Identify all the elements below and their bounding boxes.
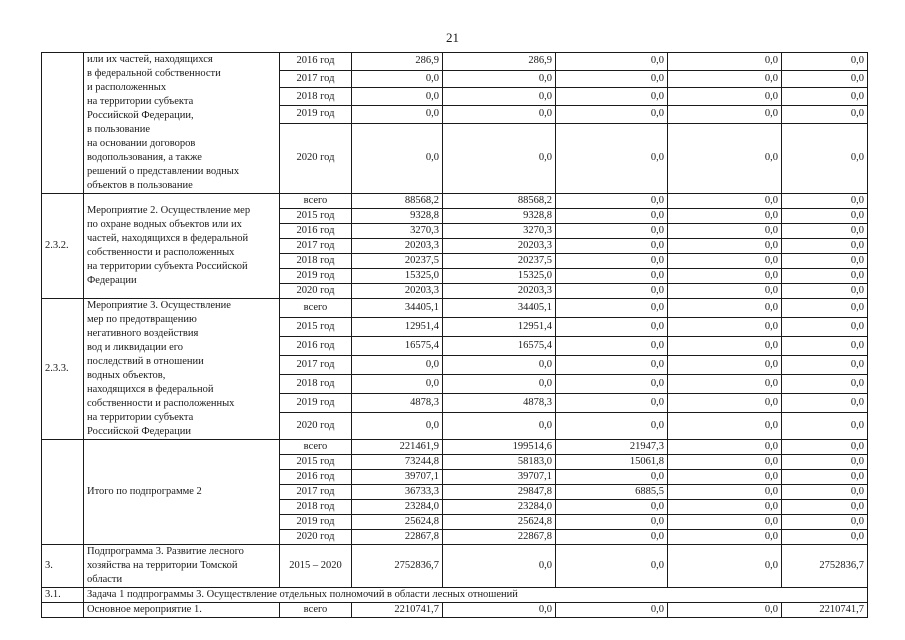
value-cell-2: 0,0 [443,105,556,123]
value-cell-4: 0,0 [668,88,782,106]
value-cell-2: 88568,2 [443,194,556,209]
value-cell-3: 21947,3 [556,440,668,455]
period-cell: 2017 год [280,239,352,254]
period-cell: 2020 год [280,413,352,440]
value-cell-1: 2752836,7 [352,545,443,588]
value-cell-4: 0,0 [668,545,782,588]
table-row [42,603,868,618]
value-cell-2: 199514,6 [443,440,556,455]
value-cell-2: 286,9 [443,53,556,71]
value-cell-3: 0,0 [556,515,668,530]
period-cell: всего [280,299,352,318]
description-line: в пользование [87,124,151,135]
period-cell: 2018 год [280,88,352,106]
row-number [42,440,84,545]
value-cell-3: 6885,5 [556,485,668,500]
value-cell-3: 0,0 [556,500,668,515]
value-cell-5: 0,0 [782,105,868,123]
task-text: Задача 1 подпрограммы 3. Осуществление отдельных полномочий в области лесных отношений [84,588,868,603]
value-cell-5: 0,0 [782,318,868,337]
period-cell: 2017 год [280,70,352,88]
value-cell-2: 0,0 [443,88,556,106]
value-cell-5: 0,0 [782,470,868,485]
value-cell-3: 0,0 [556,70,668,88]
value-cell-5: 0,0 [782,70,868,88]
value-cell-2: 9328,8 [443,209,556,224]
value-cell-3: 0,0 [556,53,668,71]
period-cell: 2020 год [280,530,352,545]
value-cell-5: 0,0 [782,269,868,284]
period-cell: 2015 год [280,455,352,470]
value-cell-4: 0,0 [668,299,782,318]
period-cell: 2015 – 2020 [280,545,352,588]
table-row [42,194,868,209]
value-cell-1: 16575,4 [352,337,443,356]
description-line: Российской Федерации [87,426,191,437]
value-cell-2: 20203,3 [443,239,556,254]
value-cell-3: 0,0 [556,239,668,254]
value-cell-4: 0,0 [668,209,782,224]
description-line: мер по предотвращению [87,314,197,325]
value-cell-1: 15325,0 [352,269,443,284]
period-cell: 2017 год [280,485,352,500]
row-number [42,603,84,618]
table-row [42,53,868,71]
description-line: или их частей, находящихся [87,54,213,65]
table-body [42,53,868,618]
value-cell-5: 0,0 [782,375,868,394]
value-cell-3: 0,0 [556,530,668,545]
description-line: по охране водных объектов или их [87,219,242,230]
value-cell-2: 0,0 [443,603,556,618]
value-cell-1: 4878,3 [352,394,443,413]
description-line: на территории субъекта [87,412,194,423]
period-cell: 2020 год [280,284,352,299]
value-cell-5: 0,0 [782,299,868,318]
value-cell-4: 0,0 [668,318,782,337]
value-cell-2: 0,0 [443,545,556,588]
value-cell-2: 15325,0 [443,269,556,284]
value-cell-1: 20203,3 [352,284,443,299]
period-cell: 2019 год [280,515,352,530]
value-cell-5: 0,0 [782,284,868,299]
value-cell-4: 0,0 [668,194,782,209]
description-line: на территории субъекта [87,96,194,107]
row-number: 2.3.3. [42,299,84,440]
value-cell-3: 0,0 [556,470,668,485]
value-cell-3: 0,0 [556,105,668,123]
period-cell: всего [280,194,352,209]
value-cell-4: 0,0 [668,413,782,440]
value-cell-4: 0,0 [668,337,782,356]
value-cell-1: 22867,8 [352,530,443,545]
value-cell-5: 2210741,7 [782,603,868,618]
value-cell-4: 0,0 [668,515,782,530]
description-line: Мероприятие 3. Осуществление [87,300,231,311]
value-cell-4: 0,0 [668,394,782,413]
value-cell-5: 0,0 [782,239,868,254]
period-cell: 2017 год [280,356,352,375]
value-cell-4: 0,0 [668,224,782,239]
value-cell-1: 9328,8 [352,209,443,224]
description-line: Подпрограмма 3. Развитие лесного [87,546,244,557]
value-cell-3: 0,0 [556,254,668,269]
value-cell-5: 0,0 [782,500,868,515]
period-cell: 2018 год [280,254,352,269]
value-cell-3: 0,0 [556,123,668,194]
value-cell-4: 0,0 [668,105,782,123]
description-line: в федеральной собственности [87,68,221,79]
value-cell-4: 0,0 [668,70,782,88]
value-cell-1: 0,0 [352,105,443,123]
description-line: водных объектов, [87,370,166,381]
value-cell-1: 286,9 [352,53,443,71]
value-cell-4: 0,0 [668,485,782,500]
value-cell-1: 25624,8 [352,515,443,530]
value-cell-1: 0,0 [352,375,443,394]
value-cell-5: 0,0 [782,224,868,239]
value-cell-5: 0,0 [782,413,868,440]
value-cell-2: 22867,8 [443,530,556,545]
budget-table [41,52,868,618]
value-cell-2: 0,0 [443,123,556,194]
value-cell-1: 0,0 [352,413,443,440]
description-line: и расположенных [87,82,167,93]
table-row [42,299,868,318]
task-row [42,588,868,603]
value-cell-4: 0,0 [668,530,782,545]
value-cell-2: 29847,8 [443,485,556,500]
value-cell-5: 0,0 [782,356,868,375]
value-cell-2: 20237,5 [443,254,556,269]
description-line: собственности и расположенных [87,398,235,409]
description-line: на территории субъекта Российской [87,261,248,272]
value-cell-1: 73244,8 [352,455,443,470]
description-line: негативного воздействия [87,328,199,339]
row-description [84,53,280,194]
value-cell-2: 34405,1 [443,299,556,318]
value-cell-2: 0,0 [443,375,556,394]
row-number: 3.1. [42,588,84,603]
value-cell-4: 0,0 [668,375,782,394]
value-cell-4: 0,0 [668,239,782,254]
value-cell-4: 0,0 [668,53,782,71]
description-line: объектов в пользование [87,180,193,191]
period-cell: 2015 год [280,209,352,224]
value-cell-5: 0,0 [782,88,868,106]
value-cell-1: 0,0 [352,356,443,375]
value-cell-5: 0,0 [782,455,868,470]
value-cell-5: 0,0 [782,209,868,224]
row-description [84,299,280,440]
value-cell-3: 0,0 [556,269,668,284]
value-cell-3: 0,0 [556,194,668,209]
value-cell-2: 16575,4 [443,337,556,356]
row-description [84,545,280,588]
table-row [42,440,868,455]
description-line: Мероприятие 2. Осуществление мер [87,205,251,216]
period-cell: 2016 год [280,470,352,485]
value-cell-2: 0,0 [443,413,556,440]
value-cell-4: 0,0 [668,123,782,194]
period-cell: 2018 год [280,500,352,515]
period-cell: 2015 год [280,318,352,337]
period-cell: 2020 год [280,123,352,194]
value-cell-5: 0,0 [782,194,868,209]
value-cell-2: 23284,0 [443,500,556,515]
description-line: Итого по подпрограмме 2 [87,486,202,497]
value-cell-3: 0,0 [556,603,668,618]
value-cell-4: 0,0 [668,455,782,470]
value-cell-1: 0,0 [352,70,443,88]
value-cell-3: 0,0 [556,356,668,375]
value-cell-2: 25624,8 [443,515,556,530]
value-cell-2: 20203,3 [443,284,556,299]
value-cell-1: 20237,5 [352,254,443,269]
value-cell-3: 0,0 [556,88,668,106]
description-line: частей, находящихся в федеральной [87,233,249,244]
value-cell-3: 0,0 [556,413,668,440]
value-cell-3: 0,0 [556,209,668,224]
row-description: Основное мероприятие 1. [84,603,280,618]
description-line: находящихся в федеральной [87,384,214,395]
value-cell-5: 0,0 [782,440,868,455]
value-cell-2: 39707,1 [443,470,556,485]
description-line: области [87,574,123,585]
description-line: решений о представлении водных [87,166,240,177]
table-row [42,545,868,588]
description-line: Российской Федерации, [87,110,194,121]
description-line: Федерации [87,275,137,286]
row-number: 3. [42,545,84,588]
period-cell: 2016 год [280,53,352,71]
description-line: вод и ликвидации его [87,342,184,353]
value-cell-3: 15061,8 [556,455,668,470]
description-line: на основании договоров [87,138,196,149]
period-cell: всего [280,440,352,455]
value-cell-4: 0,0 [668,603,782,618]
value-cell-2: 0,0 [443,70,556,88]
value-cell-1: 88568,2 [352,194,443,209]
row-description [84,440,280,545]
value-cell-1: 20203,3 [352,239,443,254]
period-cell: 2018 год [280,375,352,394]
page-number: 21 [446,30,459,45]
value-cell-5: 0,0 [782,515,868,530]
value-cell-4: 0,0 [668,470,782,485]
row-number [42,53,84,194]
description-line: последствий в отношении [87,356,204,367]
period-cell: 2019 год [280,105,352,123]
value-cell-5: 2752836,7 [782,545,868,588]
value-cell-1: 0,0 [352,123,443,194]
value-cell-2: 3270,3 [443,224,556,239]
value-cell-1: 0,0 [352,88,443,106]
value-cell-1: 221461,9 [352,440,443,455]
value-cell-2: 58183,0 [443,455,556,470]
value-cell-4: 0,0 [668,356,782,375]
value-cell-4: 0,0 [668,500,782,515]
value-cell-1: 34405,1 [352,299,443,318]
value-cell-5: 0,0 [782,254,868,269]
value-cell-3: 0,0 [556,394,668,413]
value-cell-1: 23284,0 [352,500,443,515]
value-cell-3: 0,0 [556,284,668,299]
value-cell-4: 0,0 [668,284,782,299]
value-cell-5: 0,0 [782,337,868,356]
value-cell-3: 0,0 [556,337,668,356]
value-cell-3: 0,0 [556,375,668,394]
description-line: собственности и расположенных [87,247,235,258]
value-cell-5: 0,0 [782,394,868,413]
value-cell-1: 36733,3 [352,485,443,500]
value-cell-2: 12951,4 [443,318,556,337]
value-cell-1: 39707,1 [352,470,443,485]
period-cell: всего [280,603,352,618]
value-cell-3: 0,0 [556,318,668,337]
period-cell: 2016 год [280,224,352,239]
description-line: хозяйства на территории Томской [87,560,238,571]
value-cell-5: 0,0 [782,123,868,194]
period-cell: 2016 год [280,337,352,356]
row-description [84,194,280,299]
value-cell-4: 0,0 [668,440,782,455]
value-cell-5: 0,0 [782,485,868,500]
value-cell-2: 0,0 [443,356,556,375]
value-cell-2: 4878,3 [443,394,556,413]
value-cell-1: 12951,4 [352,318,443,337]
value-cell-3: 0,0 [556,299,668,318]
value-cell-5: 0,0 [782,530,868,545]
value-cell-1: 2210741,7 [352,603,443,618]
description-line: водопользования, а также [87,152,202,163]
value-cell-4: 0,0 [668,254,782,269]
value-cell-3: 0,0 [556,224,668,239]
value-cell-4: 0,0 [668,269,782,284]
value-cell-3: 0,0 [556,545,668,588]
value-cell-5: 0,0 [782,53,868,71]
period-cell: 2019 год [280,394,352,413]
value-cell-1: 3270,3 [352,224,443,239]
period-cell: 2019 год [280,269,352,284]
row-number: 2.3.2. [42,194,84,299]
